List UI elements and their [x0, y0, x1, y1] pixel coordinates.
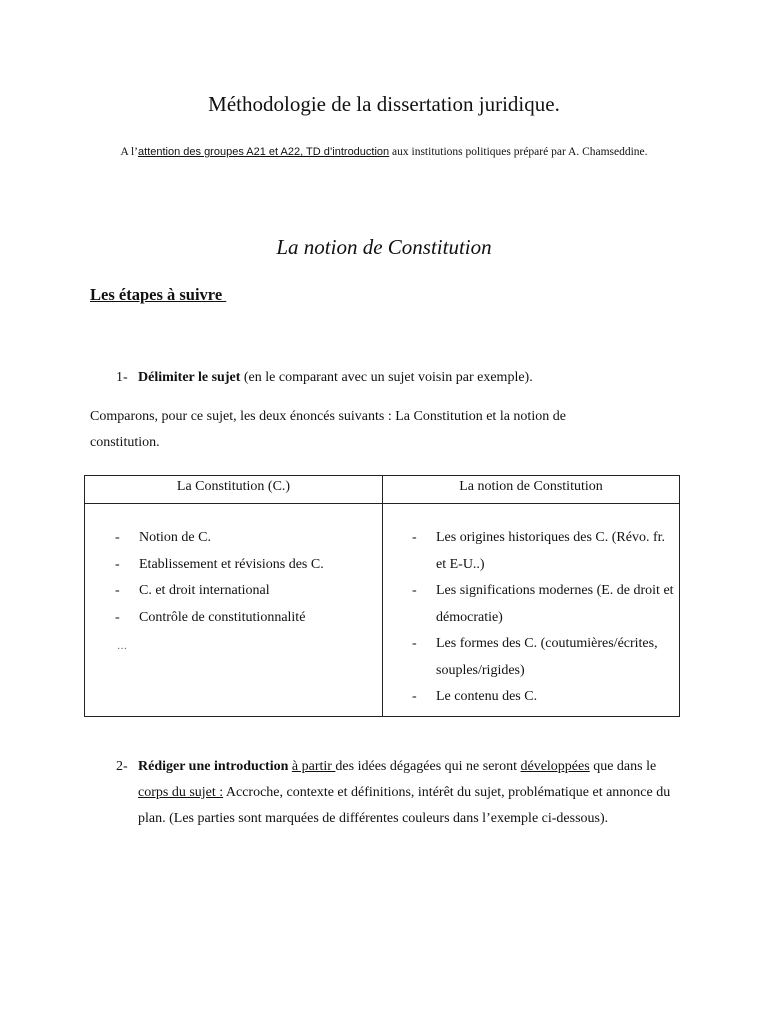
table-column-divider [382, 476, 383, 716]
table-left-list [115, 525, 375, 631]
list-item-text: Les origines historiques des C. (Révo. fr. et E-U..) [436, 530, 666, 572]
list-item-text: C. et droit international [139, 583, 270, 598]
list-dash: - [115, 530, 120, 545]
step-1-bold: Délimiter le sujet [138, 370, 241, 385]
table-header-left: La Constitution (C.) [176, 479, 291, 494]
step-1-text [138, 365, 678, 391]
step-2-text-2: des idées dégagées qui ne seront [335, 759, 521, 774]
subtitle-part-1: A l’ [120, 146, 139, 158]
table-right-list [412, 525, 674, 711]
list-item-text: Le contenu des C. [436, 689, 538, 704]
step-2-text-4: Accroche, contexte et définitions, intérêt du sujet, problématique et annonce du plan. (Les parties sont marquées de différentes couleurs dans l’exemple ci-dessous). [138, 785, 671, 826]
steps-heading: Les étapes à suivre [90, 285, 227, 304]
subtitle-part-3: aux institutions politiques préparé par A. Chamseddine. [389, 146, 648, 158]
step-1-number: 1- [116, 370, 128, 385]
list-item-text: Les formes des C. (coutumières/écrites, souples/rigides) [436, 636, 658, 678]
list-dash: - [412, 636, 417, 651]
list-item [115, 552, 375, 579]
document-title: Méthodologie de la dissertation juridique. [208, 92, 560, 116]
table-header-right: La notion de Constitution [459, 479, 603, 494]
list-dash: - [412, 583, 417, 598]
compare-paragraph: Comparons, pour ce sujet, les deux énoncés suivants : La Constitution et la notion de constitution. [90, 409, 566, 450]
list-item [115, 578, 375, 605]
step-2-bold: Rédiger une introduction [138, 759, 289, 774]
list-item [412, 631, 674, 684]
list-item [412, 684, 674, 711]
document-subtitle [0, 144, 768, 160]
section-title: La notion de Constitution [276, 235, 492, 259]
list-dash: - [115, 583, 120, 598]
table-left-ellipsis: … [117, 641, 128, 652]
step-2-text [138, 754, 678, 832]
step-2-number: 2- [116, 759, 128, 774]
table-header-divider [85, 503, 679, 504]
list-item-text: Les significations modernes (E. de droit et démocratie) [436, 583, 674, 625]
list-item [115, 525, 375, 552]
comparison-table [84, 475, 680, 717]
list-dash: - [412, 689, 417, 704]
list-item-text: Etablissement et révisions des C. [139, 556, 324, 572]
subtitle-part-2: attention des groupes A21 et A22, TD d’introduction [138, 146, 390, 158]
step-1-rest: (en le comparant avec un sujet voisin par exemple). [240, 370, 533, 385]
list-item [412, 578, 674, 631]
step-2-text-3: que dans le [589, 759, 657, 774]
step-2-underlined-3: corps du sujet : [138, 785, 224, 800]
list-item [115, 605, 375, 632]
list-dash: - [115, 609, 120, 625]
list-item [412, 525, 674, 578]
step-2-underlined-1: à partir [291, 759, 336, 774]
list-dash: - [115, 556, 120, 572]
step-2-underlined-2: développées [520, 759, 590, 774]
list-item-text: Notion de C. [139, 530, 211, 545]
list-dash: - [412, 530, 417, 545]
list-item-text: Contrôle de constitutionnalité [139, 609, 306, 625]
